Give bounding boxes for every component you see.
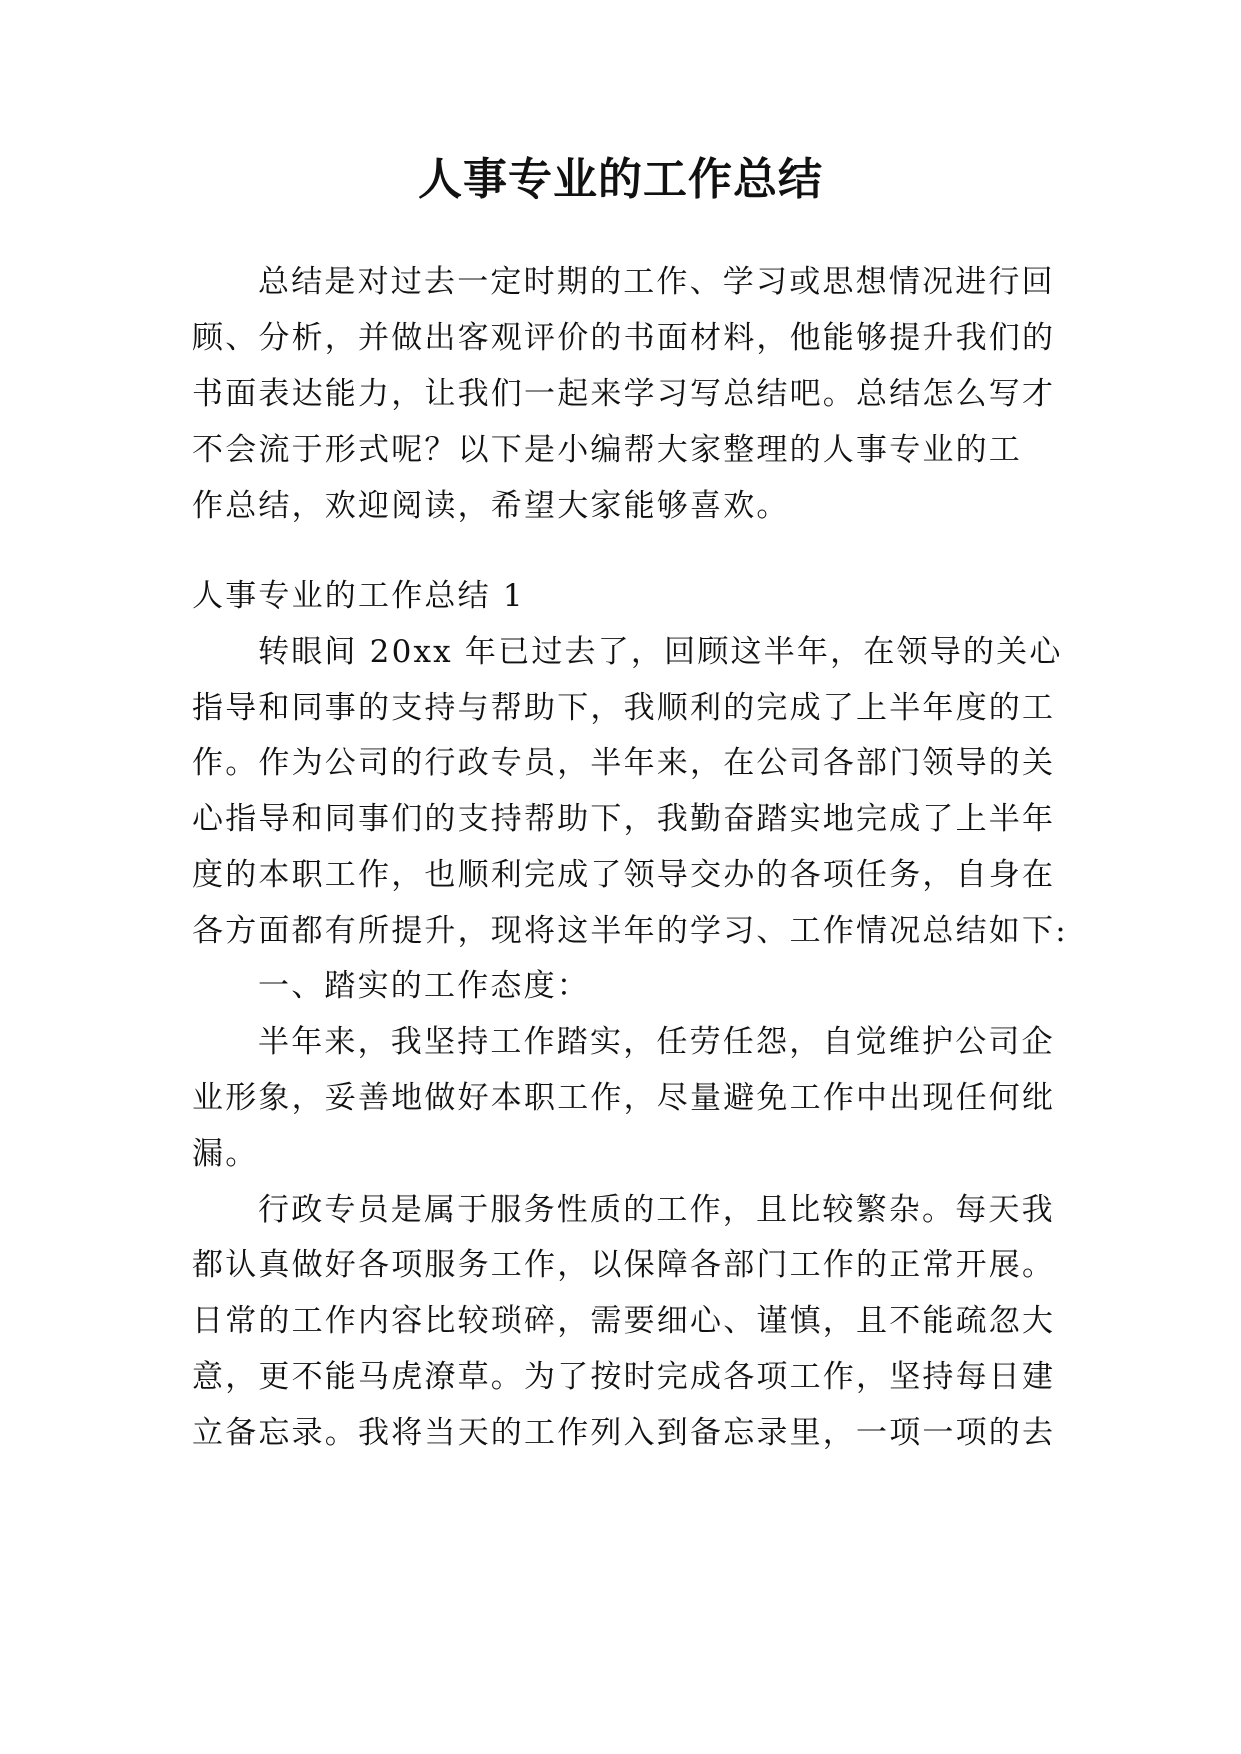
body-line: 半年来，我坚持工作踏实，任劳任怨，自觉维护公司企 [258, 1024, 1055, 1060]
body-line: 漏。 [192, 1136, 259, 1172]
body-line: 作。作为公司的行政专员，半年来，在公司各部门领导的关 [192, 745, 1056, 781]
body-line: 心指导和同事们的支持帮助下，我勤奋踏实地完成了上半年 [192, 801, 1056, 837]
body-line: 日常的工作内容比较琐碎，需要细心、谨慎，且不能疏忽大 [192, 1303, 1056, 1339]
body-line: 都认真做好各项服务工作，以保障各部门工作的正常开展。 [192, 1247, 1056, 1283]
intro-line: 顾、分析，并做出客观评价的书面材料，他能够提升我们的 [192, 320, 1056, 356]
body-line: 转眼间 20xx 年已过去了，回顾这半年，在领导的关心 [258, 634, 1063, 670]
body-line: 业形象，妥善地做好本职工作，尽量避免工作中出现任何纰 [192, 1080, 1056, 1116]
intro-line: 书面表达能力，让我们一起来学习写总结吧。总结怎么写才 [192, 376, 1056, 412]
body-line: 度的本职工作，也顺利完成了领导交办的各项任务，自身在 [192, 857, 1056, 893]
intro-line: 不会流于形式呢？以下是小编帮大家整理的人事专业的工 [192, 432, 1022, 468]
body-line: 行政专员是属于服务性质的工作，且比较繁杂。每天我 [258, 1192, 1055, 1228]
document-title: 人事专业的工作总结 [418, 154, 823, 205]
body-line: 指导和同事的支持与帮助下，我顺利的完成了上半年度的工 [192, 690, 1056, 726]
body-line: 各方面都有所提升，现将这半年的学习、工作情况总结如下: [192, 913, 1068, 949]
intro-line: 作总结，欢迎阅读，希望大家能够喜欢。 [192, 488, 790, 524]
body-line: 意，更不能马虎潦草。为了按时完成各项工作，坚持每日建 [192, 1359, 1056, 1395]
subheading-line: 一、踏实的工作态度： [258, 968, 590, 1004]
section-heading: 人事专业的工作总结 1 [192, 578, 525, 614]
intro-line: 总结是对过去一定时期的工作、学习或思想情况进行回 [258, 264, 1055, 300]
body-line: 立备忘录。我将当天的工作列入到备忘录里，一项一项的去 [192, 1415, 1056, 1451]
